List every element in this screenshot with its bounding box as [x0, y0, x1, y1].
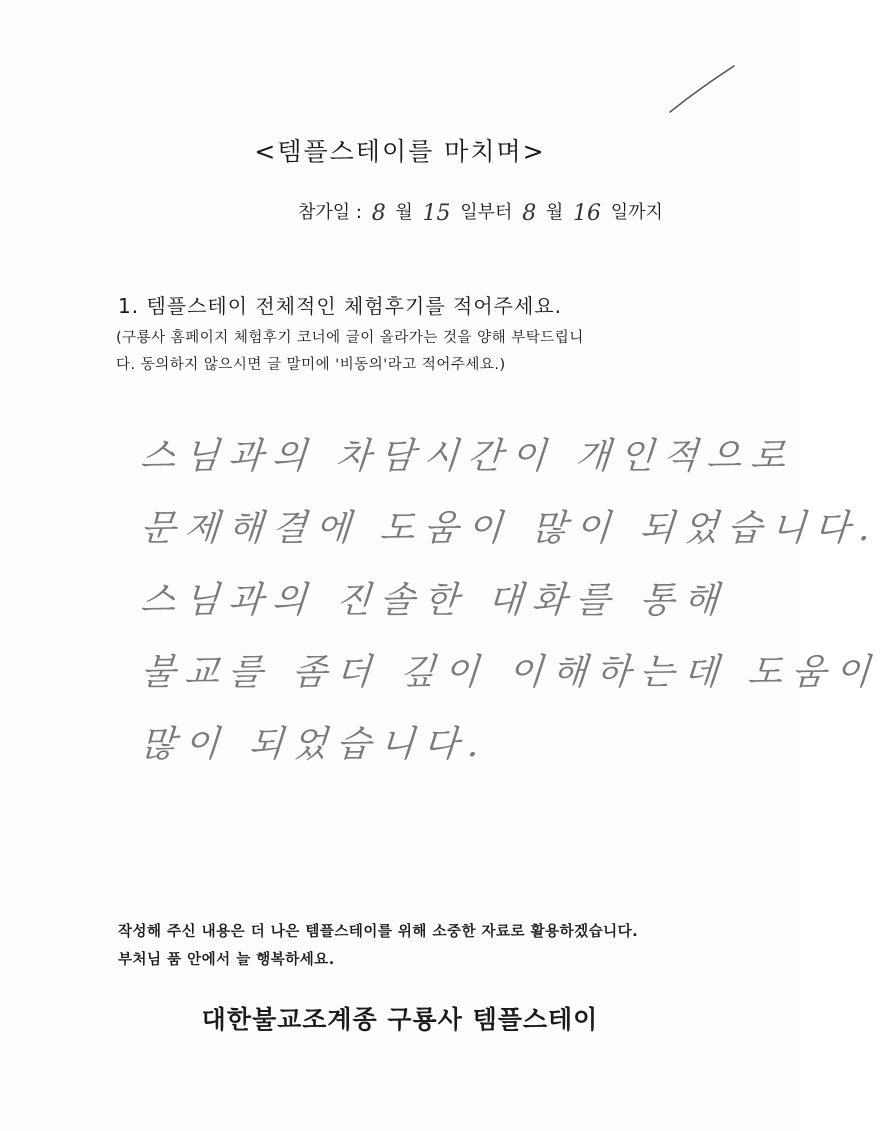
- answer-line-4: 불교를 좀더 깊이 이해하는데 도움이: [139, 652, 881, 693]
- from-text: 일부터: [460, 202, 513, 223]
- page-title: <템플스테이를 마치며>: [254, 137, 546, 166]
- period-label: 참가일 :: [298, 202, 362, 223]
- handwritten-answer: [139, 428, 881, 788]
- answer-line-1: 스님과의 차담시간이 개인적으로: [139, 436, 796, 477]
- note-line-1: (구룡사 홈페이지 체험후기 코너에 글이 올라가는 것을 양해 부탁드립니: [116, 330, 584, 346]
- question-heading: [118, 290, 562, 319]
- start-day: 15: [422, 201, 451, 226]
- question-text: 템플스테이 전체적인 체험후기를 적어주세요.: [146, 294, 562, 318]
- consent-note: [116, 325, 706, 379]
- note-line-2: 다. 동의하지 않으시면 글 말미에 '비동의'라고 적어주세요.): [116, 357, 506, 373]
- organization-name: 대한불교조계종 구룡사 템플스테이: [201, 1005, 599, 1034]
- until-text: 일까지: [610, 202, 663, 223]
- month-unit-1: 월: [395, 202, 413, 223]
- participation-period: [298, 198, 758, 238]
- question-number: 1.: [118, 294, 140, 318]
- start-month: 8: [371, 201, 386, 226]
- end-month: 8: [522, 201, 537, 226]
- answer-line-2: 문제해결에 도움이 많이 되었습니다.: [139, 508, 881, 549]
- closing-line-1: 작성해 주신 내용은 더 나은 템플스테이를 위해 소중한 자료로 활용하겠습니다.: [118, 924, 639, 940]
- answer-line-3: 스님과의 진솔한 대화를 통해: [139, 580, 729, 621]
- pen-stroke-mark: [660, 60, 740, 120]
- end-day: 16: [573, 201, 602, 226]
- answer-line-5: 많이 되었습니다.: [139, 724, 490, 765]
- closing-message: [118, 918, 638, 974]
- month-unit-2: 월: [545, 202, 564, 223]
- closing-line-2: 부처님 품 안에서 늘 행복하세요.: [118, 952, 335, 968]
